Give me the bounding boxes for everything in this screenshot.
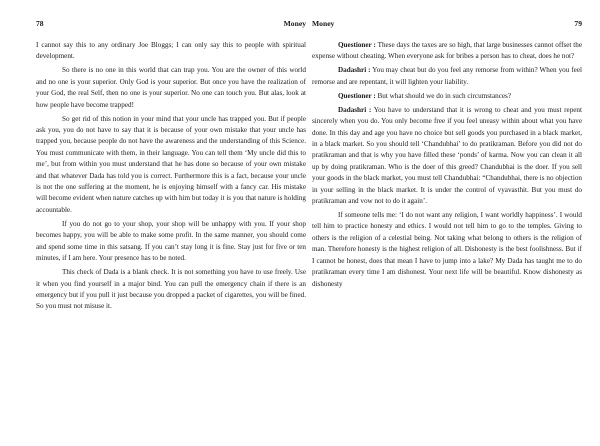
left-page-number: 78 <box>36 19 44 28</box>
left-page <box>36 0 306 446</box>
right-page-body <box>312 40 582 440</box>
speaker-label: Dadashri : <box>338 105 372 114</box>
dialogue-text: You have to understand that it is wrong to cheat and you must repent sincerely when you do. You only become free if you feel uneasy within about what you have done. In this day and age you have no choice but sell goods you purchased in a black market, in a black market. So you should tell ‘Chandubhai’ to do pratikraman. Before you did not do pratikraman and that is why you have filled these ‘ponds’ of karma. Now you can clean it all up by doing pratikraman. Who is the doer of this greed? Chandubhai is the doer. If you sell your goods in the black market, you must tell Chandubhai: “Chandubhai, there is no objection in your selling in the black market. It is under the control of vyavasthit. But you must do pratikraman and vow not to do it again’. <box>312 105 582 206</box>
dialogue-paragraph-4 <box>312 105 582 208</box>
left-running-title: Money <box>283 19 306 28</box>
left-paragraph-3: So get rid of this notion in your mind that your uncle has trapped you. But if people ask you, you do not have to say that it is because of your own mistake that your uncle has trapped you, because people do not have the awareness and the understanding of this Science. You must communicate with them, in their language. You can tell them ‘My uncle did this to me’, but from within you must understand that he has done so because of your own mistake and that whatever Dada has told you is correct. Furthermore this is a fact, because your uncle is not the one suffering at the moment, he is enjoying himself with a fancy car. His mistake will become evident when nature catches up with him but today it is you that nature is holding accountable. <box>36 114 306 214</box>
dialogue-text: But what should we do in such circumstances? <box>375 91 511 100</box>
right-page-number: 79 <box>574 19 582 28</box>
dialogue-text: These days the taxes are so high, that large businesses cannot offset the expense without cheating. When everyone ask for bribes a person has to cheat, does he not? <box>312 41 583 61</box>
left-page-body <box>36 40 306 440</box>
left-running-head <box>36 18 306 30</box>
left-paragraph-4: If you do not go to your shop, your shop will be unhappy with you. If your shop becomes happy, you will be able to make some profit. In the same manner, you should come and spend some time in this satsang. If you can’t stay long it is fine. Stay just for five or ten minutes, if I am here. Your presence has to be noted. <box>36 219 306 263</box>
left-paragraph-5: This check of Dada is a blank check. It is not something you have to use freely. Use it when you find yourself in a major bind. You can pull the emergency chain if there is an emergency but if you pull it just because you dropped a packet of cigarettes, you will be fined. So you must not misuse it. <box>36 268 306 311</box>
right-running-title: Money <box>312 19 335 28</box>
dialogue-paragraph-1 <box>312 40 582 63</box>
right-running-head <box>312 18 582 30</box>
left-paragraph-2: So there is no one in this world that can trap you. You are the owner of this world and no one is your superior. Only God is your superior. But once you have the realization of your God, the real Self, then no one is your superior. No one can touch you. But alas, look at how people have become trapped! <box>36 66 306 109</box>
dialogue-paragraph-2 <box>312 65 582 88</box>
dialogue-text: You may cheat but do you feel any remorse from within? When you feel remorse and are repentant, it will lighten your liability. <box>312 66 582 86</box>
right-page <box>312 0 582 446</box>
closing-paragraph: If someone tells me: ‘I do not want any religion, I want worldly happiness’. I would tell him to practice honesty and ethics. I would not tell him to go to the temples. Giving to others is the religion of a celestial being. Not taking what belong to others is the religion of man. Therefore honesty is the highest religion of all. Dishonesty is the best foolishness. But if I cannot be honest, does that mean I have to jump into a lake? My Dada has taught me to do pratikraman every time I am dishonest. Your next life will be beautiful. Know dishonesty as dishonesty <box>312 211 582 288</box>
speaker-label: Questioner : <box>338 41 376 49</box>
speaker-label: Dadashri : <box>338 66 371 75</box>
dialogue-paragraph-3 <box>312 91 582 102</box>
speaker-label: Questioner : <box>338 91 376 100</box>
left-paragraph-1: I cannot say this to any ordinary Joe Bloggs; I can only say this to people with spiritual development. <box>36 41 306 61</box>
